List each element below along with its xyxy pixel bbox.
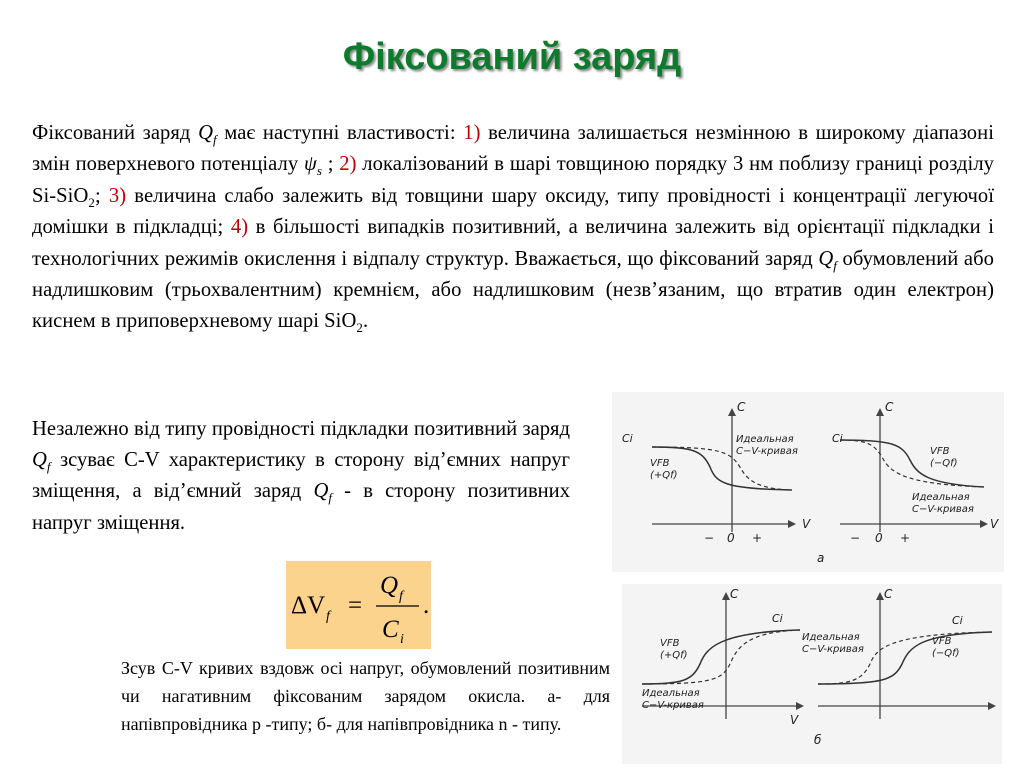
v-axis-label-right: V [990, 517, 999, 531]
shift-paragraph: Незалежно від типу провідності підкладки позитивний заряд $Q_f$ зсуває C-V характеристику в сторону від’ємних напруг зміщення, а від’ємний заряд $Q_f$ - в сторону позитивних напруг зміщення. [32, 418, 571, 534]
formula-box [286, 561, 431, 649]
cv-figure-b-svg [622, 584, 1002, 764]
item-number-3: 3) [108, 184, 127, 207]
formula-equals: = [348, 592, 363, 619]
formula-dot: . [423, 592, 430, 619]
figure-caption: Зсув C-V кривих вздовж осі напруг, обумовлений позитивним чи нагативним фіксованим зарядом окисла. а- для напівпровідника р -типу; б- для напівпровідника n - типу. [121, 658, 610, 734]
item-number-1: 1) [463, 122, 481, 144]
qf-label-right: (−Qf) [930, 458, 958, 469]
vfb-label-left-b: VFB [660, 638, 680, 649]
ideal-label-left-2: C−V-кривая [736, 446, 798, 457]
cv-figure-b [622, 584, 1002, 769]
cv-figure-a [612, 392, 1004, 577]
vfb-label-right: VFB [930, 446, 950, 457]
formula-delta-v: ΔV [291, 592, 326, 619]
item-number-4: 4) [230, 216, 249, 239]
formula-v-sub: f [326, 609, 330, 624]
tick-minus-right: − [850, 531, 861, 545]
formula-numerator: Q [380, 572, 399, 599]
ci-label-right: Ci [832, 432, 843, 445]
c-axis-label-left-b: C [730, 587, 739, 601]
c-axis-label-right-b: C [884, 587, 893, 601]
cv-figure-a-svg [612, 392, 1004, 572]
c-axis-label-left: C [737, 400, 746, 414]
item-number-2: 2) [339, 153, 357, 176]
ideal-label-left-b-1: Идеальная [642, 688, 700, 699]
v-axis-label-left-b: V [790, 713, 799, 727]
qf-label-right-b: (−Qf) [932, 648, 960, 659]
vfb-label-right-b: VFB [932, 636, 952, 647]
tick-plus-left: + [752, 531, 763, 545]
ci-label-left: Ci [622, 432, 633, 445]
ci-label-left-b: Ci [772, 612, 783, 625]
figure-b-background [622, 584, 1002, 764]
qf-label-left-b: (+Qf) [660, 650, 688, 661]
qf-label-left: (+Qf) [650, 470, 678, 481]
tick-plus-right: + [900, 531, 911, 545]
tick-zero-left: 0 [727, 531, 735, 545]
tick-zero-right: 0 [875, 531, 883, 545]
ci-label-right-b: Ci [952, 614, 963, 627]
vfb-label-left: VFB [650, 458, 670, 469]
formula-denominator-sub: i [400, 632, 404, 647]
ideal-label-right-1: Идеальная [912, 492, 970, 503]
ideal-label-left-b-2: C−V-кривая [642, 700, 704, 711]
ideal-label-right-b-2: C−V-кривая [802, 644, 864, 655]
flatband-shift-formula [286, 561, 431, 649]
c-axis-label-right: C [885, 400, 894, 414]
formula-denominator: C [382, 616, 399, 643]
figure-label-a: a [817, 551, 825, 565]
figure-label-b: б [814, 733, 822, 747]
properties-paragraph: Фіксований заряд $Q_f$ має наступні властивості: 1) величина залишається незмінною в широкому діапазоні змін поверхневого потенціалу $\psi_s$ ; 2) локалізований в шарі товщиною порядку 3 нм поблизу границі розділу Si-SiO$_2$; 3) величина слабо залежить від товщини шару оксиду, типу провідності і концентрації легуючої домішки в підкладці; 4) в більшості випадків позитивний, а величина залежить від орієнтації підкладки і технологічних режимів окислення і відпалу структур. Вважається, що фіксований заряд $Q_f$ обумовлений або надлишковим (трьохвалентним) кремнієм, або надлишковим (незв’язаним, що втратив один електрон) киснем в приповерхневому шарі SiO$_2$. [32, 122, 994, 336]
ideal-label-right-b-1: Идеальная [802, 632, 860, 643]
ideal-label-left-1: Идеальная [736, 434, 794, 445]
v-axis-label-left: V [802, 517, 811, 531]
ideal-label-right-2: C−V-кривая [912, 504, 974, 515]
formula-numerator-sub: f [399, 589, 403, 604]
slide-title: Фіксований заряд [342, 36, 682, 78]
tick-minus-left: − [704, 531, 715, 545]
